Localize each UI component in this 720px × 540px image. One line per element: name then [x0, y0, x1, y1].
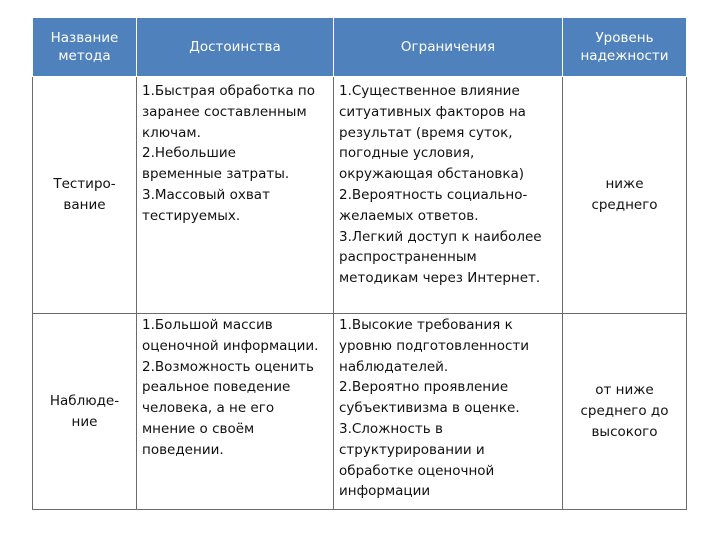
- method-name-cell: Наблюде- ние: [33, 314, 137, 510]
- header-method: Название метода: [33, 18, 137, 77]
- header-row: [33, 18, 687, 77]
- table-row: [33, 77, 687, 314]
- header-limitations: Ограничения: [334, 18, 563, 77]
- table-row: [33, 314, 687, 510]
- limitations-cell: 1.Существенное влияние ситуативных факторов на результат (время суток, погодные условия, окружающая обстановка) 2.Вероятность социально- желаемых ответов. 3.Легкий доступ к наиболее распространенным методикам через Интернет.: [334, 77, 563, 314]
- header-reliability: Уровень надежности: [563, 18, 687, 77]
- methods-comparison-table: [32, 17, 687, 510]
- reliability-cell: от ниже среднего до высокого: [563, 314, 687, 510]
- header-advantages: Достоинства: [137, 18, 334, 77]
- limitations-cell: 1.Высокие требования к уровню подготовленности наблюдателей. 2.Вероятно проявление субъективизма в оценке. 3.Сложность в структурировании и обработке оценочной информации: [334, 314, 563, 510]
- method-name-cell: Тестиро- вание: [33, 77, 137, 314]
- advantages-cell: 1.Быстрая обработка по заранее составленным ключам. 2.Небольшие временные затраты. 3.Массовый охват тестируемых.: [137, 77, 334, 314]
- reliability-cell: ниже среднего: [563, 77, 687, 314]
- advantages-cell: 1.Большой массив оценочной информации. 2.Возможность оценить реальное поведение человека, а не его мнение о своём поведении.: [137, 314, 334, 510]
